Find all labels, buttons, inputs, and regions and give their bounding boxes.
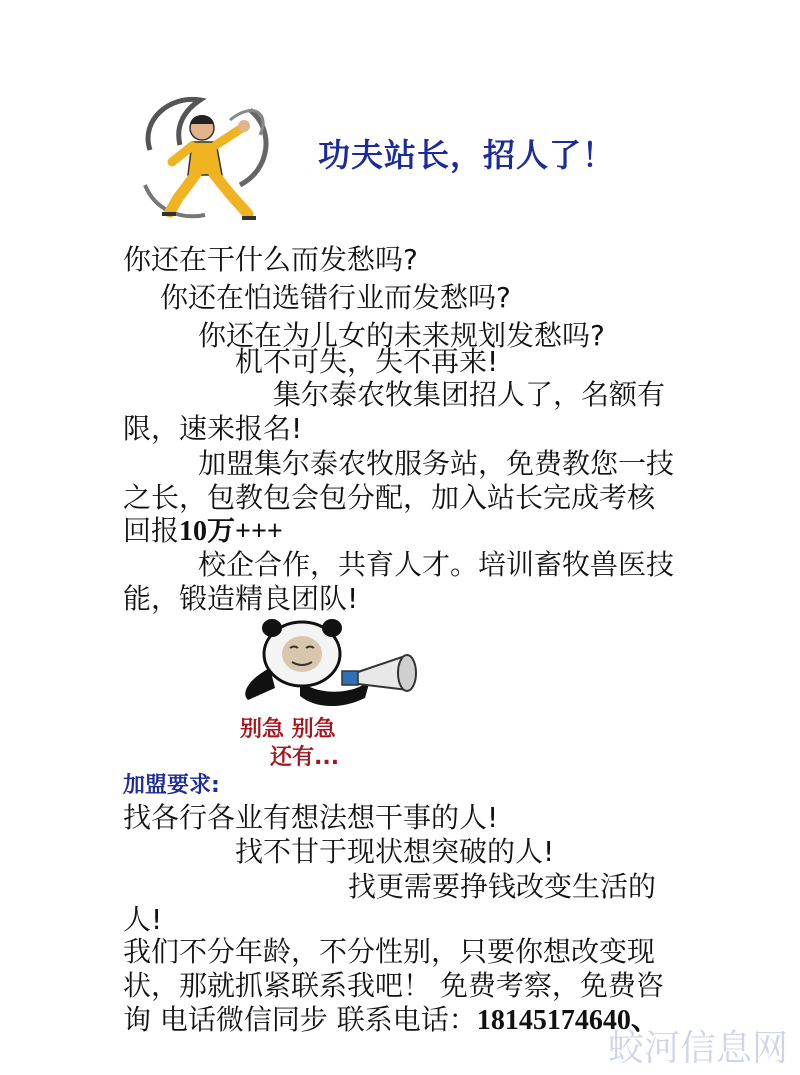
meme-caption-line2: 还有... [270,745,340,770]
intro-line-2: 你还在怕选错行业而发愁吗? [160,281,511,314]
requirement-line-2: 找不甘于现状想突破的人! [235,835,555,868]
intro-line-11: 能，锻造精良团队! [123,582,359,615]
requirement-line-5: 我们不分年龄，不分性别，只要你想改变现 [123,935,656,968]
contact-phone: 18145174640、 [476,1005,659,1036]
intro-line-7: 加盟集尔泰农牧服务站，免费教您一技 [198,447,675,480]
contact-label: 询 电话微信同步 联系电话： [123,1003,477,1036]
intro-line-1: 你还在干什么而发愁吗? [123,243,418,276]
intro-line-6: 限，速来报名! [123,412,303,445]
intro-line-8: 之长，包教包会包分配，加入站长完成考核 [123,481,656,514]
requirement-line-4: 人! [123,903,163,936]
requirement-line-6: 状，那就抓紧联系我吧！ 免费考察，免费咨 [123,969,664,1002]
kungfu-fighter-icon [130,90,280,230]
requirement-line-3: 找更需要挣钱改变生活的 [348,870,657,903]
intro-line-4: 机不可失，失不再来! [235,345,499,378]
reward-label: 回报 [123,514,180,547]
intro-line-10: 校企合作，共育人才。培训畜牧兽医技 [198,548,675,581]
site-watermark: 蛟河信息网 [607,1028,788,1069]
intro-line-3: 你还在为儿女的未来规划发愁吗? [198,319,605,352]
reward-amount: 10万+++ [179,516,283,547]
requirement-line-7 [123,1001,659,1040]
panda-megaphone-icon [230,618,450,773]
requirement-line-1: 找各行各业有想法想干事的人! [123,801,499,834]
page-title: 功夫站长，招人了！ [318,136,616,174]
requirements-heading: 加盟要求: [123,773,220,798]
intro-line-5: 集尔泰农牧集团招人了，名额有 [273,378,666,411]
meme-caption-line1: 别急 别急 [240,717,336,742]
